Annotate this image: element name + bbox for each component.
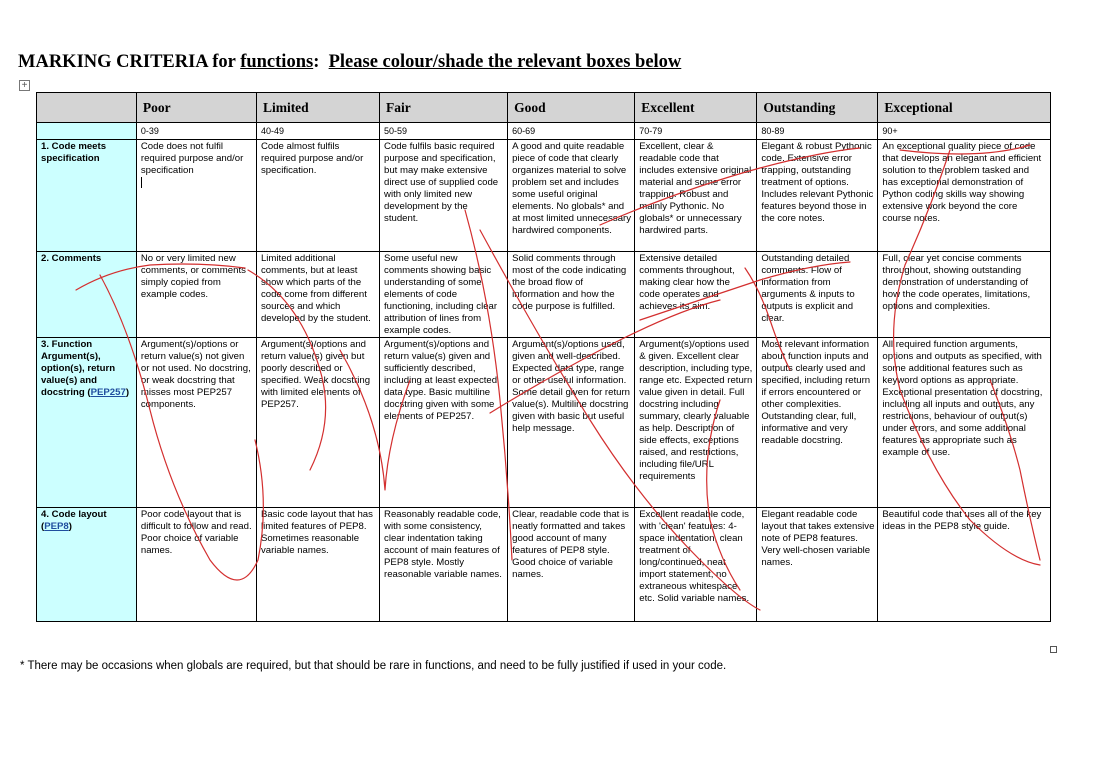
band-header-row xyxy=(37,93,1051,123)
cell-spec-good[interactable]: A good and quite readable piece of code that clearly organizes material to solve problem set and includes some useful original elements. No globals* and at most limited unnecessary hardwired components. xyxy=(508,140,635,252)
band-header-limited: Limited xyxy=(256,93,379,123)
band-range-good: 60-69 xyxy=(508,123,635,140)
marking-criteria-table xyxy=(36,92,1051,622)
cell-args-poor[interactable]: Argument(s)/options or return value(s) not given or not used. No docstring, or weak docstring that misses most PEP257 components. xyxy=(136,338,256,508)
cell-layout-limited[interactable]: Basic code layout that has limited features of PEP8. Sometimes reasonable variable names. xyxy=(256,508,379,622)
cell-layout-outstanding[interactable]: Elegant readable code layout that takes extensive note of PEP8 features. Very well-chosen variable names. xyxy=(757,508,878,622)
title-instruction: Please colour/shade the relevant boxes below xyxy=(328,52,682,72)
cell-spec-fair[interactable]: Code fulfils basic required purpose and specification, but may make extensive direct use of supplied code with only limited new development by the student. xyxy=(380,140,508,252)
cell-comments-excellent[interactable]: Extensive detailed comments throughout, making clear how the code operates and achieves its aim. xyxy=(635,252,757,338)
cell-layout-exceptional[interactable]: Beautiful code that uses all of the key ideas in the PEP8 style guide. xyxy=(878,508,1051,622)
cell-comments-fair[interactable]: Some useful new comments showing basic understanding of some elements of code functioning, including clear attribution of lines from example codes. xyxy=(380,252,508,338)
cell-args-exceptional[interactable]: All required function arguments, options and outputs as specified, with some additional features such as keyword options as appropriate. Exceptional presentation of docstring, including all inputs and outputs, any restrictions, behaviour of output(s) under errors, and some additional features as appropriate such as example of use. xyxy=(878,338,1051,508)
page-title xyxy=(18,52,681,73)
cell-layout-poor[interactable]: Poor code layout that is difficult to follow and read. Poor choice of variable names. xyxy=(136,508,256,622)
criterion-row-spec xyxy=(37,140,1051,252)
cell-layout-excellent[interactable]: Excellent readable code, with 'clean' features: 4-space indentation, clean treatment of long/continued, neat import statement, no extraneous whitespace etc. Solid variable names. xyxy=(635,508,757,622)
cell-spec-limited[interactable]: Code almost fulfils required purpose and/or specification. xyxy=(256,140,379,252)
title-subject: functions xyxy=(240,52,314,72)
cell-args-fair[interactable]: Argument(s)/options and return value(s) given and sufficiently described, including at least expected data type. Basic multiline docstring given with some elements of PEP257. xyxy=(380,338,508,508)
criterion-label-comments: 2. Comments xyxy=(37,252,137,338)
band-header-outstanding: Outstanding xyxy=(757,93,878,123)
table-resize-handle[interactable] xyxy=(1050,646,1057,653)
range-corner xyxy=(37,123,137,140)
cell-comments-limited[interactable]: Limited additional comments, but at least show which parts of the code come from different sources and which developed by the student. xyxy=(256,252,379,338)
table-move-handle-icon[interactable]: + xyxy=(19,80,30,91)
criterion-label-args-text: 3. Function Argument(s), option(s), return value(s) and docstring xyxy=(41,339,116,398)
cell-args-limited[interactable]: Argument(s)/options and return value(s) given but poorly described or specified. Weak docstring with limited elements of PEP257. xyxy=(256,338,379,508)
cell-comments-poor[interactable]: No or very limited new comments, or comments simply copied from example codes. xyxy=(136,252,256,338)
cell-args-excellent[interactable]: Argument(s)/options used & given. Excellent clear description, including type, range etc. Expected return value given in detail. Full docstring including summary, clearly valuable as help. Description of side effects, exceptions raised, and restrictions, including file/URL requirements xyxy=(635,338,757,508)
pep8-link[interactable]: PEP8 xyxy=(44,521,69,532)
criterion-row-args xyxy=(37,338,1051,508)
band-header-good: Good xyxy=(508,93,635,123)
title-lead: MARKING CRITERIA for xyxy=(18,52,241,72)
criterion-row-layout xyxy=(37,508,1051,622)
cell-args-outstanding[interactable]: Most relevant information about function inputs and outputs clearly used and specified, including return if errors encountered or other complexities. Outstanding clear, full, informative and very readable docstring. xyxy=(757,338,878,508)
cell-spec-excellent[interactable]: Excellent, clear & readable code that includes extensive original material and some error trapping. Robust and mainly Pythonic. No globals* or unnecessary hardwired parts. xyxy=(635,140,757,252)
band-range-exceptional: 90+ xyxy=(878,123,1051,140)
cell-comments-good[interactable]: Solid comments through most of the code indicating the broad flow of information and how the code purpose is fulfilled. xyxy=(508,252,635,338)
criterion-label-args: 3. Function Argument(s), option(s), return value(s) and docstring (PEP257) xyxy=(37,338,137,508)
cell-spec-exceptional[interactable]: An exceptional quality piece of code that develops an elegant and efficient solution to the problem tasked and has exceptional demonstration of Python coding skills way showing extensive work beyond the core course notes. xyxy=(878,140,1051,252)
cell-spec-poor[interactable] xyxy=(136,140,256,252)
cell-args-good[interactable]: Argument(s)/options used, given and well-described. Expected data type, range or other useful information. Some detail given for return value(s). Multiline docstring given with basic but useful help message. xyxy=(508,338,635,508)
header-corner xyxy=(37,93,137,123)
cell-comments-exceptional[interactable]: Full, clear yet concise comments throughout, showing outstanding demonstration of understanding of how the code operates, limitations, options and complexities. xyxy=(878,252,1051,338)
band-header-poor: Poor xyxy=(136,93,256,123)
cell-spec-outstanding[interactable]: Elegant & robust Pythonic code. Extensive error trapping, outstanding treatment of options. Includes relevant Pythonic features beyond those in the core notes. xyxy=(757,140,878,252)
band-header-excellent: Excellent xyxy=(635,93,757,123)
cell-comments-outstanding[interactable]: Outstanding detailed comments. Flow of information from arguments & inputs to outputs is explicit and clear. xyxy=(757,252,878,338)
band-header-exceptional: Exceptional xyxy=(878,93,1051,123)
title-colon: : xyxy=(313,52,320,72)
criterion-label-spec: 1. Code meets specification xyxy=(37,140,137,252)
cell-layout-good[interactable]: Clear, readable code that is neatly formatted and takes good account of many features of PEP8 style. Good choice of variable names. xyxy=(508,508,635,622)
band-range-fair: 50-59 xyxy=(380,123,508,140)
footnote: * There may be occasions when globals are required, but that should be rare in functions, and need to be fully justified if used in your code. xyxy=(20,660,727,672)
text-cursor xyxy=(141,177,142,188)
pep257-link[interactable]: PEP257 xyxy=(90,387,126,398)
band-range-outstanding: 80-89 xyxy=(757,123,878,140)
band-header-fair: Fair xyxy=(380,93,508,123)
band-range-excellent: 70-79 xyxy=(635,123,757,140)
criterion-label-layout-text: 4. Code layout xyxy=(41,509,107,520)
criterion-row-comments xyxy=(37,252,1051,338)
cell-text: Code does not fulfil required purpose and/or specification xyxy=(140,141,244,176)
band-range-limited: 40-49 xyxy=(256,123,379,140)
band-range-row xyxy=(37,123,1051,140)
criterion-label-layout: 4. Code layout (PEP8) xyxy=(37,508,137,622)
cell-layout-fair[interactable]: Reasonably readable code, with some consistency, clear indentation taking account of main features of PEP8 style. Mostly reasonable variable names. xyxy=(380,508,508,622)
band-range-poor: 0-39 xyxy=(136,123,256,140)
